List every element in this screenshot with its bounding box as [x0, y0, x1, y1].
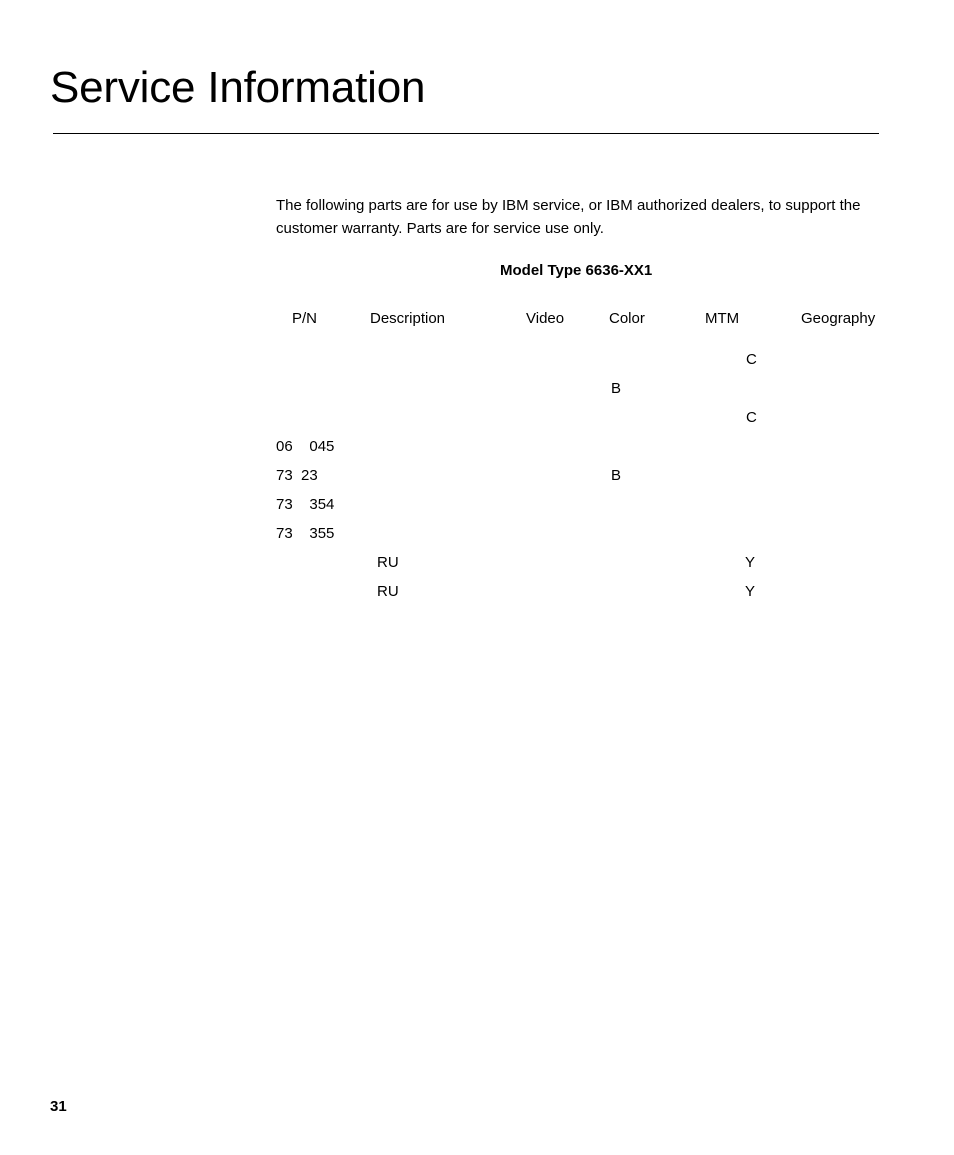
title-divider: [53, 133, 879, 134]
column-header-pn: P/N: [292, 310, 318, 327]
column-header-video: Video: [526, 310, 565, 327]
model-type-heading: Model Type 6636-XX1: [500, 262, 653, 279]
column-header-geography: Geography: [801, 310, 876, 327]
table-cell-mtm: C: [746, 351, 757, 368]
table-cell-pn: 73 355: [276, 525, 335, 542]
page-title: Service Information: [50, 63, 426, 112]
column-header-color: Color: [609, 310, 645, 327]
page-number: 31: [50, 1098, 67, 1115]
table-cell-mtm: Y: [745, 554, 756, 571]
column-header-mtm: MTM: [705, 310, 740, 327]
intro-paragraph: The following parts are for use by IBM service, or IBM authorized dealers, to support the customer warranty. Parts are for service use only.: [276, 197, 861, 237]
table-cell-color: B: [611, 380, 622, 397]
table-cell-mtm: Y: [745, 583, 756, 600]
table-cell-description: RU: [377, 583, 399, 600]
column-header-description: Description: [370, 310, 446, 327]
table-cell-pn: 06 045: [276, 438, 335, 455]
table-cell-mtm: C: [746, 409, 757, 426]
table-cell-color: B: [611, 467, 622, 484]
table-cell-description: RU: [377, 554, 399, 571]
table-cell-pn: 73 23: [276, 467, 318, 484]
table-cell-pn: 73 354: [276, 496, 335, 513]
